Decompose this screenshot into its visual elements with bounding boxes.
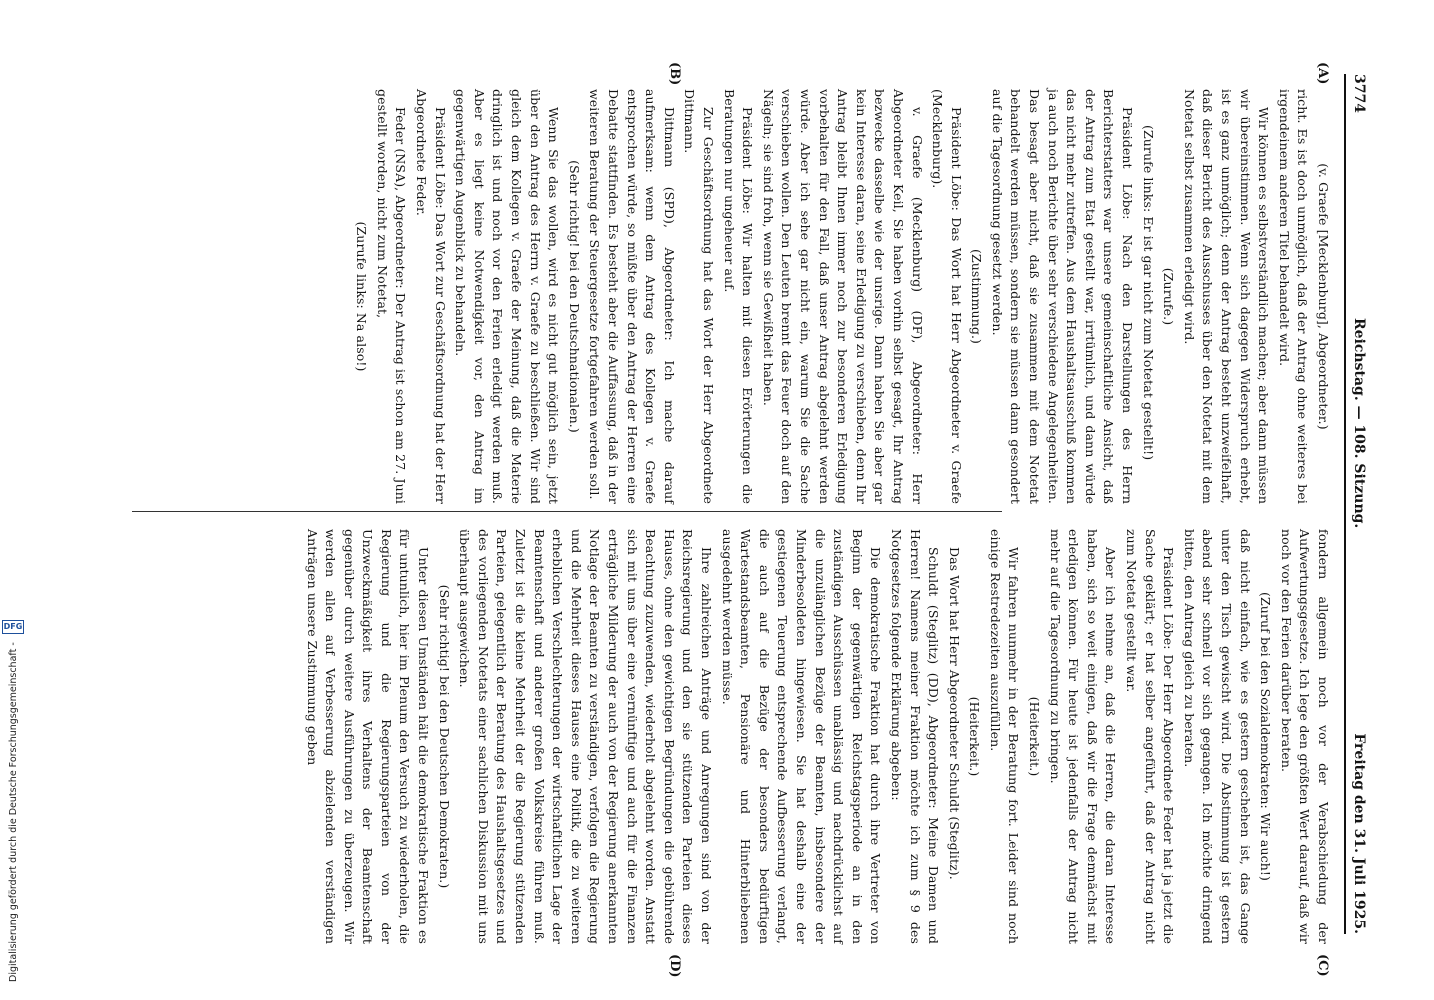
speaker-paragraph: Präsident Löbe: Wir halten mit diesen Erörterungen die Beratungen nur ungeheuer auf. (721, 89, 756, 504)
interjection: (Zurufe links: Na also!) (354, 221, 370, 372)
left-text-column (350, 89, 1332, 504)
paragraph: daß nicht einfach, wie es gestern geschehen ist, das Gange unter den Tisch gewischt wird. Die Abstimmung ist gestern abend sehr schnell vor sich gegangen. Ich möchte dringend bitten, den Antrag gleich zu beraten. (1181, 529, 1253, 944)
speaker-paragraph: v. Graefe (Mecklenburg) (DF), Abgeordneter: Herr Abgeordneter Keil, Sie haben vorhin selbst gesagt, Ihr Antrag bezwecke dasselbe wie der unsrige. Dann haben Sie aber gar kein Interesse daran, seine Erledigung zu verschieben, denn Ihr Antrag bleibt Ihnen immer noch zur besonderen Erledigung vorbehalten für den Fall, daß unser Antrag abgelehnt werden würde. Aber ich sehe gar nicht ein, warum Sie die Sache verschieben wollen. Den Leuten brennt das Feuer doch auf den Nägeln; sie sind froh, wenn sie Gewißheit haben. (760, 89, 925, 504)
paragraph: (v. Graefe [Mecklenburg], Abgeordneter.) (1316, 163, 1331, 430)
paragraph: Unter diesen Umständen hält die demokratische Fraktion es für untunlich, hier im Plenum den Versuch zu wiederholen, die Regierung und die Regierungsparteien von der Unzweckmäßigkeit ihres Verhaltens der Beamtenschaft gegenüber durch weitere Ausführungen zu überzeugen. Wir werden allen auf Verbesserung abzielenden verständigen Anträgen unsere Zustimmung geben (304, 529, 432, 944)
paragraph: Die demokratische Fraktion hat durch ihre Vertreter von Beginn der gegenwärtigen Reichstagsperiode an in den zuständigen Ausschüssen unablässig und nachdrücklichst auf die unzulänglichen Bezüge der Beamten, insbesondere der Minderbesoldeten hingewiesen. Sie hat deshalb eine der gestiegenen Teuerung entsprechende Aufbesserung verlangt, die auch auf die Bezüge der besonders bedürftigen Wartestandsbeamten, Pensionäre und Hinterbliebenen ausgedehnt werden müsse. (719, 529, 884, 944)
paragraph: Wir können es selbstverständlich machen; aber dann müssen wir übereinstimmen. Wenn sich dagegen Widerspruch erhebt, ist es ganz unmöglich; denn der Antrag besteht unzweifelhaft, daß dieser Bericht des Ausschusses über den Notetat mit dem Notetat selbst zusammen erledigt wird. (1181, 89, 1272, 504)
speaker-paragraph: Präsident Löbe: Das Wort hat Herr Abgeordneter v. Graefe (Mecklenburg). (930, 89, 964, 504)
session-date: Freitag den 31. Juli 1925. (1351, 733, 1367, 934)
paragraph: fondern allgemein noch vor der Verabschiedung der Aufwertungsgesetze. Ich lege den größten Wert darauf, daß wir noch vor den Ferien darüber beraten. (1278, 529, 1331, 944)
paragraph: Das Wort hat Herr Abgeordneter Schuldt (Steglitz). (946, 547, 962, 880)
speaker-paragraph: Präsident Löbe: Nach den Darstellungen des Herrn Berichterstatters war unsere gemeinschaftliche Ansicht, daß der Antrag zum Etat gestellt war, irrtümlich, und dann würde das nicht mehr zutreffen. Aus dem Haushaltsausschuß kommen ja auch noch Berichte über sehr verschiedene Angelegenheiten. Das besagt aber nicht, daß sie zusammen mit dem Notetat behandelt werden müssen, sondern sie müssen dann gesondert auf die Tagesordnung gesetzt werden. (989, 89, 1136, 504)
interjection: (Heiterkeit.) (967, 696, 983, 777)
interjection: (Heiterkeit.) (1027, 696, 1043, 777)
column-divider (132, 511, 1002, 512)
margin-marker-c: (C) (1315, 954, 1330, 977)
paragraph: Wir fahren nunmehr in der Beratung fort. Leider sind noch einige Restredezeiten auszufüllen. (987, 529, 1022, 944)
session-title: Reichstag. — 108. Sitzung. (1351, 318, 1367, 529)
interjection: (Sehr richtig! bei den Deutschen Demokraten.) (436, 584, 452, 889)
paragraph: Wenn Sie das wollen, wird es nicht gut möglich sein, jetzt über den Antrag des Herrn v. Graefe zu beschließen. Wir sind gleich dem Kollegen v. Graefe der Meinung, daß die Materie dringlich ist und noch vor den Ferien erledigt werden muß. Aber es liegt keine Notwendigkeit vor, den Antrag im gegenwärtigen Augenblick zu behandeln. (453, 89, 562, 504)
paragraph: Ihre zahlreichen Anträge und Anregungen sind von der Reichsregierung und den sie stützenden Parteien dieses Hauses, ohne den gewichtigen Begründungen die gebührende Beachtung zuzuwenden, wiederholt abgelehnt worden. Anstatt sich mit uns über eine vernünftige und auch für die Finanzen erträgliche Milderung der auch von der Regierung anerkannten Notlage der Beamten zu verständigen, verfolgen die Regierung und die Mehrheit dieses Hauses eine Politik, die zu weiteren erheblichen Verschlechterungen der wirtschaftlichen Lage der Beamtenschaft und anderer großen Volkskreise führen muß. Zuletzt ist die kleine Mehrheit der die Regierung stützenden Parteien, gelegentlich der Beratung des Haushaltsgesetzes und des vorliegenden Notetats einer sachlichen Diskussion mit uns überhaupt ausgewichen. (457, 529, 714, 944)
margin-marker-b: (B) (667, 62, 682, 86)
page-header (1344, 74, 1372, 934)
speaker-paragraph: Präsident Löbe: Das Wort zur Geschäftsordnung hat der Herr Abgeordnete Feder. (414, 89, 448, 504)
dfg-logo: DFG (2, 620, 24, 634)
speaker-paragraph: Schuldt (Steglitz) (DD), Abgeordneter: Meine Damen und Herren! Namens meiner Fraktion möchte ich zum § 9 des Notgesetzes folgende Erklärung abgeben: (888, 529, 942, 944)
interjection: (Sehr richtig! bei den Deutschnationalen.) (566, 160, 582, 433)
margin-marker-a: (A) (1315, 62, 1330, 85)
paragraph: Zur Geschäftsordnung hat das Wort der Herr Abgeordnete Dittmann. (682, 89, 716, 504)
interjection: (Zurufe.) (1161, 267, 1177, 326)
speaker-paragraph: Feder (NSA), Abgeordneter: Der Antrag ist schon am 27. Juni gestellt worden, nicht zum Notetat, (374, 89, 409, 504)
speaker-paragraph: Dittmann (SPD), Abgeordneter: Ich mache darauf aufmerksam: wenn dem Antrag des Kollegen v. Graefe entsprochen würde, so müßte über den Antrag der Herren eine Debatte stattfinden. Es besteht aber die Auffassung, daß in der weiteren Beratung der Steuergesetze fortgefahren werden soll. (587, 89, 677, 504)
rotated-page-scan (87, 34, 1372, 978)
credit-text: Digitalisierung gefördert durch die Deutsche Forschungsgemeinschaft - (7, 642, 19, 982)
interjection: (Zuruf bei den Sozialdemokraten: Wir auch!) (1258, 592, 1274, 881)
interjection: (Zurufe links: Er ist gar nicht zum Notetat gestellt!) (1140, 125, 1156, 461)
digitization-credit (3, 616, 23, 982)
paragraph: Aber ich nehme an, daß die Herren, die daran Interesse haben, sich so weit einigen, daß wir die Frage demnächst mit erledigen können. Für heute ist jedenfalls der Antrag nicht mehr auf die Tagesordnung zu bringen. (1047, 529, 1119, 944)
right-text-column (300, 529, 1332, 944)
margin-marker-d: (D) (667, 954, 682, 978)
paragraph: richt. Es ist doch unmöglich, daß der Antrag ohne weiteres bei irgendeinem anderen Titel behandelt wird. (1276, 89, 1311, 504)
speaker-paragraph: Präsident Löbe: Der Herr Abgeordnete Feder hat ja jetzt die Sache geklärt; er hat selber angeführt, daß der Antrag nicht zum Notetat gestellt war. (1124, 529, 1177, 944)
interjection: (Zustimmung.) (969, 248, 985, 344)
page-number: 3774 (1351, 74, 1367, 113)
